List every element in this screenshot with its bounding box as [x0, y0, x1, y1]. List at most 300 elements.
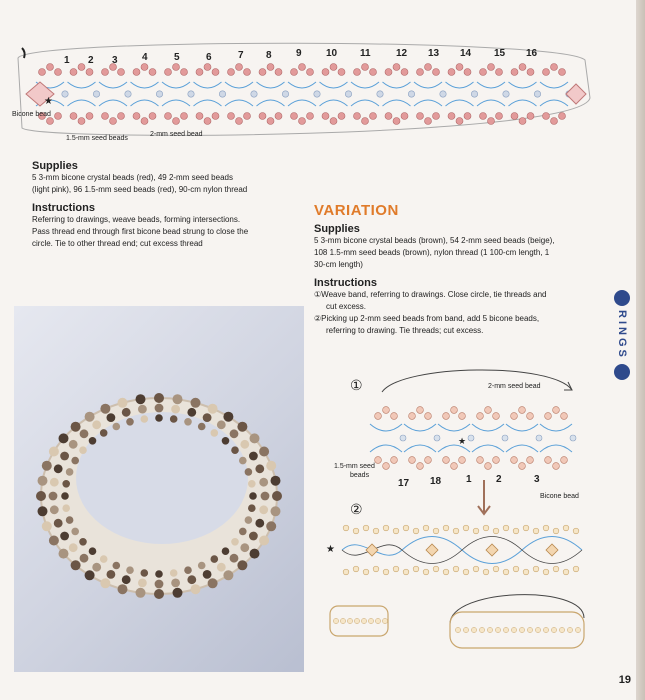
ring-bead — [62, 480, 70, 488]
diagram-number: 15 — [494, 48, 506, 59]
ring-bead — [126, 566, 134, 574]
top-bead-diagram — [0, 38, 600, 150]
instructions-text: circle. Tie to other thread end; cut excess thread — [32, 239, 203, 248]
ring-bead — [230, 429, 239, 438]
ring-bead — [266, 461, 276, 471]
seed-bead — [251, 91, 257, 97]
ring-bead — [113, 562, 121, 570]
seed-bead — [493, 413, 500, 420]
page-number: 19 — [618, 674, 631, 686]
ring-bead — [107, 413, 116, 422]
ring-bead — [92, 563, 101, 572]
supplies-heading: Supplies — [32, 160, 78, 172]
ring-photo — [14, 306, 304, 672]
seed-bead — [551, 118, 558, 125]
seed-bead — [503, 627, 508, 632]
ring-bead — [211, 555, 219, 563]
seed-bead — [485, 463, 492, 470]
ring-bead — [69, 440, 78, 449]
ring-bead — [79, 446, 87, 454]
seed-bead — [545, 457, 552, 464]
seed-bead — [488, 64, 495, 71]
seed-bead — [307, 113, 314, 120]
seed-bead — [196, 69, 203, 76]
seed-bead — [314, 91, 320, 97]
seed-bead — [553, 528, 559, 534]
ring-bead — [85, 412, 95, 422]
diagram-number: 12 — [396, 48, 408, 59]
seed-bead — [362, 64, 369, 71]
ring-bead — [113, 423, 121, 431]
ring-bead — [240, 543, 249, 552]
seed-bead — [393, 566, 399, 572]
seed-bead — [471, 627, 476, 632]
diagram-number: 9 — [296, 48, 302, 59]
seed-bead — [433, 566, 439, 572]
ring-bead — [250, 549, 260, 559]
seed-label-1-5: 1.5-mm seed — [334, 463, 375, 470]
diagram-number: 14 — [460, 48, 472, 59]
seed-bead — [543, 627, 548, 632]
seed-bead — [363, 569, 369, 575]
ring-bead — [80, 554, 89, 563]
variation-section — [314, 202, 604, 337]
ring-bead — [245, 468, 253, 476]
seed-bead — [354, 113, 361, 120]
seed-bead — [523, 569, 529, 575]
seed-bead — [340, 618, 345, 623]
seed-bead — [495, 627, 500, 632]
seed-bead — [527, 413, 534, 420]
seed-bead — [354, 69, 361, 76]
seed-bead — [204, 118, 211, 125]
ring-bead — [249, 532, 258, 541]
seed-bead — [425, 118, 432, 125]
seed-bead — [333, 618, 338, 623]
ring-bead — [89, 437, 97, 445]
seed-bead — [173, 118, 180, 125]
seed-bead — [496, 113, 503, 120]
seed-bead — [451, 407, 458, 414]
seed-bead — [527, 69, 534, 76]
ring-bead — [126, 418, 134, 426]
seed-bead — [375, 618, 380, 623]
seed-bead — [519, 64, 526, 71]
seed-bead — [425, 64, 432, 71]
ring-bead — [237, 422, 247, 432]
ring-bead — [208, 578, 218, 588]
seed-bead — [575, 627, 580, 632]
ring-bead — [60, 532, 69, 541]
seed-bead — [511, 627, 516, 632]
seed-bead — [511, 457, 518, 464]
seed-bead — [393, 528, 399, 534]
seed-bead — [543, 113, 550, 120]
seed-bead — [47, 118, 54, 125]
bead-icon — [614, 364, 630, 380]
thread-line — [351, 82, 379, 106]
bead-pattern — [26, 64, 586, 125]
seed-bead — [391, 457, 398, 464]
variation-diagram — [322, 362, 612, 692]
seed-bead — [496, 69, 503, 76]
seed-bead — [473, 566, 479, 572]
page-gutter — [636, 0, 645, 700]
ring-bead — [170, 569, 178, 577]
ring-bead — [155, 414, 163, 422]
ring-bead — [187, 408, 196, 417]
seed-bead — [483, 525, 489, 531]
ring-bead — [49, 536, 59, 546]
seed-bead — [409, 413, 416, 420]
ring-bead — [100, 578, 110, 588]
ring-bead — [259, 447, 269, 457]
seed-bead — [502, 435, 508, 441]
seed-bead — [523, 525, 529, 531]
ring-bead — [42, 521, 52, 531]
ring-bead — [138, 579, 147, 588]
seed-bead — [434, 435, 440, 441]
ring-bead — [230, 554, 239, 563]
seed-bead — [353, 566, 359, 572]
diagram-number: 2 — [88, 55, 94, 66]
seed-bead — [503, 91, 509, 97]
ring-bead — [249, 452, 258, 461]
seed-bead — [244, 69, 251, 76]
seed-bead — [361, 618, 366, 623]
seed-bead — [425, 457, 432, 464]
seed-bead — [291, 69, 298, 76]
ring-bead — [66, 468, 74, 476]
seed-bead — [463, 525, 469, 531]
ring-bead — [266, 521, 276, 531]
bicone-bead — [366, 544, 378, 556]
thread-line — [320, 82, 348, 106]
diagram-number: 1 — [466, 474, 472, 485]
seed-bead — [363, 525, 369, 531]
ring-bead — [141, 415, 149, 423]
seed-bead — [519, 118, 526, 125]
seed-bead — [385, 113, 392, 120]
diagram-number: 8 — [266, 50, 272, 61]
variation-supplies-heading: Supplies — [314, 223, 360, 235]
ring-bead — [62, 504, 70, 512]
seed-bead — [375, 457, 382, 464]
seed-bead — [70, 69, 77, 76]
ring-bead — [259, 536, 269, 546]
ring-bead — [250, 433, 260, 443]
ring-bead — [198, 423, 206, 431]
seed-bead — [533, 566, 539, 572]
seed-bead — [228, 69, 235, 76]
ring-bead — [89, 547, 97, 555]
instructions-heading: Instructions — [32, 202, 95, 214]
seed-label-2: 2-mm seed bead — [150, 131, 203, 138]
supplies-text: (light pink), 96 1.5-mm seed beads (red), 90-cm nylon thread — [32, 185, 248, 194]
seed-bead — [453, 566, 459, 572]
seed-bead — [118, 69, 125, 76]
ring-bead — [107, 570, 116, 579]
ring-bead — [36, 491, 46, 501]
seed-bead — [338, 113, 345, 120]
variation-supplies-text: 5 3-mm bicone crystal beads (brown), 54 2-mm seed beads (beige), — [314, 236, 555, 245]
ring-bead — [248, 504, 256, 512]
seed-label-1-5: 1.5-mm seed beads — [66, 135, 128, 142]
seed-bead — [165, 113, 172, 120]
seed-bead — [219, 91, 225, 97]
seed-bead — [417, 113, 424, 120]
seed-bead — [55, 69, 62, 76]
seed-bead — [275, 69, 282, 76]
ring-bead — [59, 549, 69, 559]
variation-step-text: cut excess. — [326, 302, 367, 311]
seed-bead — [561, 413, 568, 420]
seed-bead — [561, 457, 568, 464]
seed-bead — [373, 528, 379, 534]
seed-bead — [455, 627, 460, 632]
seed-bead — [400, 435, 406, 441]
seed-bead — [259, 113, 266, 120]
seed-bead — [473, 528, 479, 534]
ring-bead — [187, 575, 196, 584]
ring-bead — [231, 446, 239, 454]
ring-bead — [66, 516, 74, 524]
seed-bead — [559, 113, 566, 120]
step-marker: ② — [350, 501, 363, 517]
seed-bead — [443, 569, 449, 575]
ring-bead — [154, 589, 164, 599]
thread-line — [446, 82, 474, 106]
variation-supplies-text: 108 1.5-mm seed beads (brown), nylon thread (1 100-cm length, 1 — [314, 248, 550, 257]
seed-bead — [511, 413, 518, 420]
seed-bead — [204, 64, 211, 71]
ring-bead — [173, 394, 183, 404]
ring-bead — [222, 437, 230, 445]
thread-line — [288, 82, 316, 106]
ring-bead — [272, 491, 282, 501]
instructions-text: Referring to drawings, weave beads, forming intersections. — [32, 215, 241, 224]
ring-bead — [92, 420, 101, 429]
seed-bead — [282, 91, 288, 97]
seed-bead — [181, 113, 188, 120]
seed-bead — [433, 113, 440, 120]
seed-bead — [511, 113, 518, 120]
seed-bead — [403, 525, 409, 531]
seed-bead — [102, 113, 109, 120]
ring-bead — [79, 538, 87, 546]
ring-bead — [203, 570, 212, 579]
seed-bead — [291, 113, 298, 120]
seed-bead — [477, 457, 484, 464]
seed-bead — [464, 113, 471, 120]
seed-bead — [110, 118, 117, 125]
seed-bead — [403, 569, 409, 575]
seed-bead — [133, 113, 140, 120]
seed-bead — [370, 113, 377, 120]
section-tab — [608, 290, 636, 400]
ring-bead — [237, 560, 247, 570]
seed-bead — [533, 528, 539, 534]
seed-bead — [543, 569, 549, 575]
seed-bead — [503, 525, 509, 531]
seed-bead — [383, 569, 389, 575]
seed-bead — [62, 91, 68, 97]
bicone-label: Bicone bead — [540, 493, 579, 500]
seed-bead — [330, 64, 337, 71]
seed-bead — [347, 618, 352, 623]
seed-bead — [487, 627, 492, 632]
ring-bead — [122, 575, 131, 584]
diagram-number: 17 — [398, 478, 410, 489]
seed-bead — [485, 407, 492, 414]
seed-bead — [373, 566, 379, 572]
ring-bead — [100, 404, 110, 414]
seed-bead — [513, 528, 519, 534]
bicone-bead — [566, 84, 586, 104]
seed-bead — [212, 69, 219, 76]
seed-bead — [370, 69, 377, 76]
variation-step-text: ①Weave band, referring to drawings. Close circle, tie threads and — [314, 290, 547, 299]
seed-bead — [353, 528, 359, 534]
seed-bead — [383, 463, 390, 470]
ring-bead — [122, 408, 131, 417]
seed-bead — [519, 627, 524, 632]
ring-bead — [217, 563, 226, 572]
ring-bead — [240, 440, 249, 449]
seed-bead — [70, 113, 77, 120]
thread-line — [450, 595, 584, 624]
thread-line — [506, 424, 538, 452]
supplies-text: 5 3-mm bicone crystal beads (red), 49 2-mm seed beads — [32, 173, 233, 182]
seed-bead — [456, 64, 463, 71]
seed-bead — [413, 528, 419, 534]
ring-bead — [38, 476, 48, 486]
seed-bead — [443, 413, 450, 420]
ring-bead — [208, 404, 218, 414]
seed-bead — [391, 413, 398, 420]
seed-bead — [453, 528, 459, 534]
seed-bead — [181, 69, 188, 76]
seed-bead — [102, 69, 109, 76]
variation-title: VARIATION — [314, 202, 399, 219]
seed-bead — [368, 618, 373, 623]
thread-line — [414, 82, 442, 106]
seed-bead — [383, 525, 389, 531]
bicone-label: Bicone bead — [12, 111, 51, 118]
diagram-number: 13 — [428, 48, 440, 59]
seed-bead — [573, 528, 579, 534]
seed-bead — [483, 569, 489, 575]
seed-bead — [448, 69, 455, 76]
seed-bead — [141, 64, 148, 71]
thread-line — [540, 424, 572, 452]
seed-bead — [133, 69, 140, 76]
seed-bead — [354, 618, 359, 623]
seed-bead — [244, 113, 251, 120]
diagram-number: 2 — [496, 474, 502, 485]
ring-bead — [203, 413, 212, 422]
seed-bead — [408, 91, 414, 97]
seed-bead — [553, 566, 559, 572]
seed-bead — [141, 118, 148, 125]
seed-bead — [299, 64, 306, 71]
section-tab-label: RINGS — [616, 310, 628, 360]
seed-bead — [417, 463, 424, 470]
seed-bead — [443, 457, 450, 464]
seed-bead — [409, 457, 416, 464]
seed-bead — [417, 69, 424, 76]
seed-bead — [551, 627, 556, 632]
ring-bead — [155, 570, 163, 578]
seed-bead — [440, 91, 446, 97]
ring-bead — [255, 464, 264, 473]
seed-bead — [236, 118, 243, 125]
ring-bead — [171, 579, 180, 588]
seed-bead — [78, 64, 85, 71]
seed-bead — [307, 69, 314, 76]
ring-bead — [191, 584, 201, 594]
seed-bead — [377, 91, 383, 97]
ring-bead — [138, 405, 147, 414]
ring-bead — [155, 404, 164, 413]
diagram-number: 10 — [326, 48, 338, 59]
seed-bead — [212, 113, 219, 120]
seed-bead — [343, 569, 349, 575]
star-icon: ★ — [458, 436, 467, 446]
bicone-bead — [486, 544, 498, 556]
seed-bead — [534, 91, 540, 97]
seed-bead — [196, 113, 203, 120]
ring-bead — [239, 457, 247, 465]
seed-bead — [464, 69, 471, 76]
seed-bead — [383, 407, 390, 414]
ring-bead — [259, 505, 268, 514]
ring-bead — [211, 429, 219, 437]
seed-label-2: 2-mm seed bead — [488, 383, 541, 390]
seed-bead — [567, 627, 572, 632]
ring-bead — [171, 405, 180, 414]
ring-bead — [249, 492, 257, 500]
ring-bead — [54, 464, 63, 473]
seed-bead — [493, 528, 499, 534]
ring-bead — [248, 480, 256, 488]
diagram-number: 18 — [430, 476, 442, 487]
bead-icon — [614, 290, 630, 306]
seed-bead — [47, 64, 54, 71]
seed-bead — [236, 64, 243, 71]
thread-line — [99, 82, 127, 106]
variation-step-text: ②Picking up 2-mm seed beads from band, add 5 bicone beads, — [314, 314, 540, 323]
ring-bead — [271, 476, 281, 486]
ring-bead — [239, 528, 247, 536]
seed-bead — [86, 69, 93, 76]
thread-line — [68, 82, 96, 106]
ring-bead — [59, 433, 69, 443]
ring-bead — [136, 394, 146, 404]
seed-bead — [559, 69, 566, 76]
ring-bead — [80, 429, 89, 438]
seed-bead — [322, 113, 329, 120]
ring-bead — [71, 528, 79, 536]
ring-bead — [141, 569, 149, 577]
seed-bead — [551, 64, 558, 71]
seed-bead — [382, 618, 387, 623]
ring-bead — [71, 422, 81, 432]
seed-bead — [456, 118, 463, 125]
seed-bead — [511, 69, 518, 76]
seed-bead — [471, 91, 477, 97]
variation-step-text: referring to drawing. Tie threads; cut excess. — [326, 326, 484, 335]
